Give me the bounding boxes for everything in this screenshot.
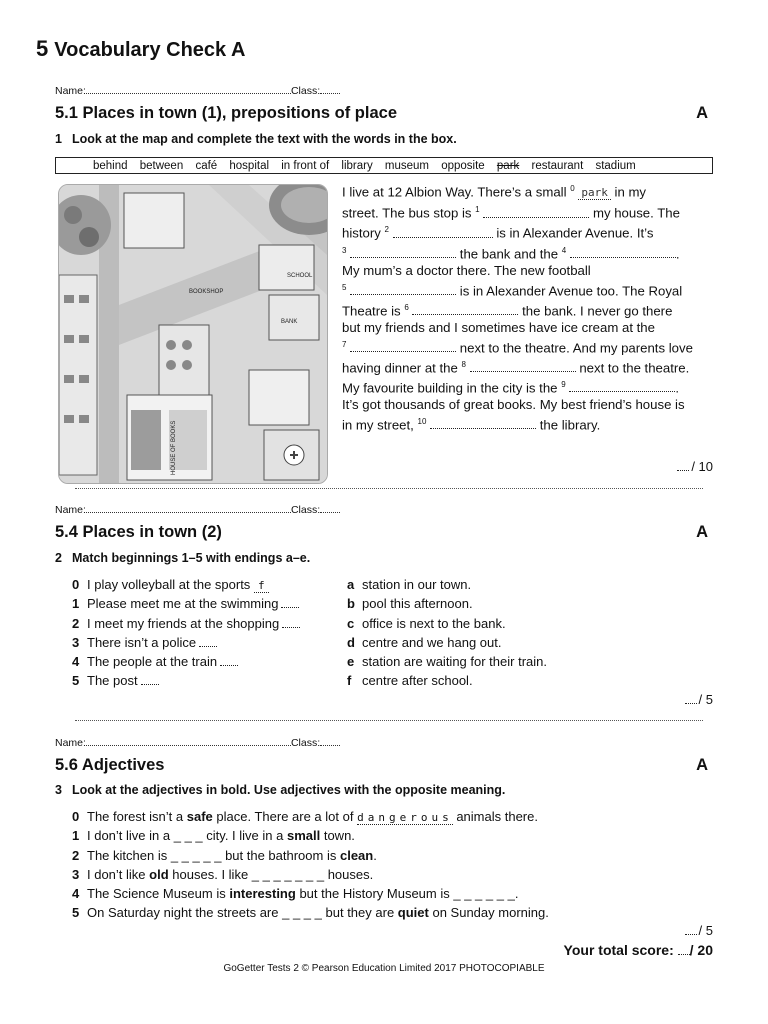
section-heading: 5.1 Places in town (1), prepositions of place: [55, 104, 397, 122]
section-score: / 5: [685, 923, 713, 938]
answer-blank[interactable]: [350, 283, 456, 295]
list-item: 1 Please meet me at the swimming: [72, 594, 300, 613]
answer-blank[interactable]: [430, 417, 536, 429]
answer-blank[interactable]: _ _ _ _: [282, 905, 322, 921]
example-answer: f: [254, 579, 269, 593]
word-box-item: stadium: [595, 160, 636, 172]
name-class-line: Name: Class:: [55, 84, 340, 97]
page-title: 5 Vocabulary Check A: [36, 36, 246, 61]
word-box-item: between: [139, 160, 184, 172]
list-item: 4 The people at the train: [72, 652, 300, 671]
list-item: 5 On Saturday night the streets are _ _ _ _ but they are quiet on Sunday morning.: [72, 905, 549, 921]
town-map-illustration: [58, 184, 328, 484]
list-item: 0 The forest isn’t a safe place. There are a lot of dangerous animals there.: [72, 809, 538, 824]
example-answer: park: [578, 186, 611, 200]
list-item: 5 The post: [72, 671, 300, 690]
word-box-item: library: [341, 160, 373, 172]
list-item: b pool this afternoon.: [347, 596, 473, 612]
total-score: Your total score: / 20: [563, 942, 713, 958]
answer-blank[interactable]: [569, 380, 675, 392]
answer-blank[interactable]: _ _ _ _ _: [170, 847, 222, 863]
example-answer: dangerous: [357, 811, 453, 824]
answer-blank[interactable]: _ _ _: [173, 828, 203, 844]
adjectives-list: [72, 807, 549, 923]
list-item: d centre and we hang out.: [347, 634, 502, 650]
class-field[interactable]: [320, 84, 340, 94]
footer: GoGetter Tests 2 © Pearson Education Limited 2017 PHOTOCOPIABLE: [223, 963, 545, 974]
section-heading: 5.4 Places in town (2): [55, 523, 222, 541]
section-heading: 5.6 Adjectives: [55, 756, 165, 774]
list-item: 4 The Science Museum is interesting but the History Museum is _ _ _ _ _ _.: [72, 886, 519, 902]
word-box-item: hospital: [229, 160, 270, 172]
name-field[interactable]: [86, 84, 291, 94]
name-class-line: Name: Class:: [55, 503, 340, 516]
word-box-item: restaurant: [531, 160, 584, 172]
map-label-house-of-books: HOUSE OF BOOKS: [171, 420, 177, 475]
instruction: 3 Look at the adjectives in bold. Use adjectives with the opposite meaning.: [55, 783, 506, 797]
section-score: / 10: [677, 459, 713, 474]
version-label: A: [696, 756, 708, 774]
answer-blank[interactable]: [350, 340, 456, 352]
cut-line: [75, 488, 703, 489]
word-box-item: in front of: [281, 160, 330, 172]
list-item: c office is next to the bank.: [347, 615, 506, 631]
score-blank[interactable]: [678, 944, 690, 955]
score-blank[interactable]: [685, 693, 697, 704]
word-box-item: opposite: [441, 160, 485, 172]
version-label: A: [696, 104, 708, 122]
class-field[interactable]: [320, 736, 340, 746]
answer-blank[interactable]: _ _ _ _ _ _: [453, 886, 515, 902]
cut-line: [75, 720, 703, 721]
answer-blank[interactable]: [199, 636, 217, 647]
word-box-item: museum: [384, 160, 430, 172]
list-item: 0 I play volleyball at the sports f: [72, 575, 300, 594]
name-field[interactable]: [86, 736, 291, 746]
list-item: 3 There isn’t a police: [72, 633, 300, 652]
list-item: f centre after school.: [347, 673, 473, 689]
answer-blank[interactable]: [220, 655, 238, 666]
list-item: 3 I don’t like old houses. I like _ _ _ _ _ _ _ houses.: [72, 866, 374, 882]
word-box-item-used: park: [496, 160, 520, 172]
answer-blank[interactable]: [483, 206, 589, 218]
answer-blank[interactable]: [282, 617, 300, 628]
list-item: 2 The kitchen is _ _ _ _ _ but the bathroom is clean.: [72, 847, 377, 863]
list-item: e station are waiting for their train.: [347, 654, 547, 670]
word-box: [55, 157, 713, 174]
map-label-bookshop: BOOKSHOP: [189, 289, 224, 295]
instruction: 1 Look at the map and complete the text with the words in the box.: [55, 132, 457, 146]
answer-blank[interactable]: [141, 674, 159, 685]
word-box-item: behind: [93, 160, 128, 172]
answer-blank[interactable]: [412, 303, 518, 315]
name-class-line: Name: Class:: [55, 736, 340, 749]
answer-blank[interactable]: [350, 246, 456, 258]
section-score: / 5: [685, 692, 713, 707]
version-label: A: [696, 523, 708, 541]
map-drawing: [59, 185, 327, 483]
beginnings-list: [72, 575, 300, 691]
map-label-bank: BANK: [281, 319, 298, 325]
answer-blank[interactable]: _ _ _ _ _ _ _: [251, 866, 325, 882]
word-box-item: café: [195, 160, 218, 172]
list-item: 2 I meet my friends at the shopping: [72, 614, 300, 633]
score-blank[interactable]: [685, 924, 697, 935]
name-field[interactable]: [86, 503, 291, 513]
answer-blank[interactable]: [570, 246, 676, 258]
answer-blank[interactable]: [470, 360, 576, 372]
answer-blank[interactable]: [393, 226, 493, 238]
answer-blank[interactable]: [281, 597, 299, 608]
instruction: 2 Match beginnings 1–5 with endings a–e.: [55, 551, 311, 565]
endings-list: [347, 575, 547, 691]
score-blank[interactable]: [677, 460, 689, 471]
map-label-school: SCHOOL: [287, 273, 313, 279]
class-field[interactable]: [320, 503, 340, 513]
list-item: 1 I don’t live in a _ _ _ city. I live in a small town.: [72, 828, 355, 844]
gap-fill-text: I live at 12 Albion Way. There’s a small $^0$ park in my street. The bus stop is $^1$ my house. The history $^2$ is in Alexander Avenue. It’s $^3$ the bank and the $^4$ . My mum’s a doctor there. The new football $^5$ is in Alexander Avenue too. The Royal Theatre is $^6$ the bank. I never go there but my friends and I sometimes have ice cream at the $^7$ next to the theatre. And my parents love having dinner at the $^8$ next to the theatre. My favourite building in the city is the $^9$ . It’s got thousands of great books. My best friend’s house is in my street, $^{10}$ the library.: [342, 184, 693, 433]
list-item: a station in our town.: [347, 577, 472, 592]
